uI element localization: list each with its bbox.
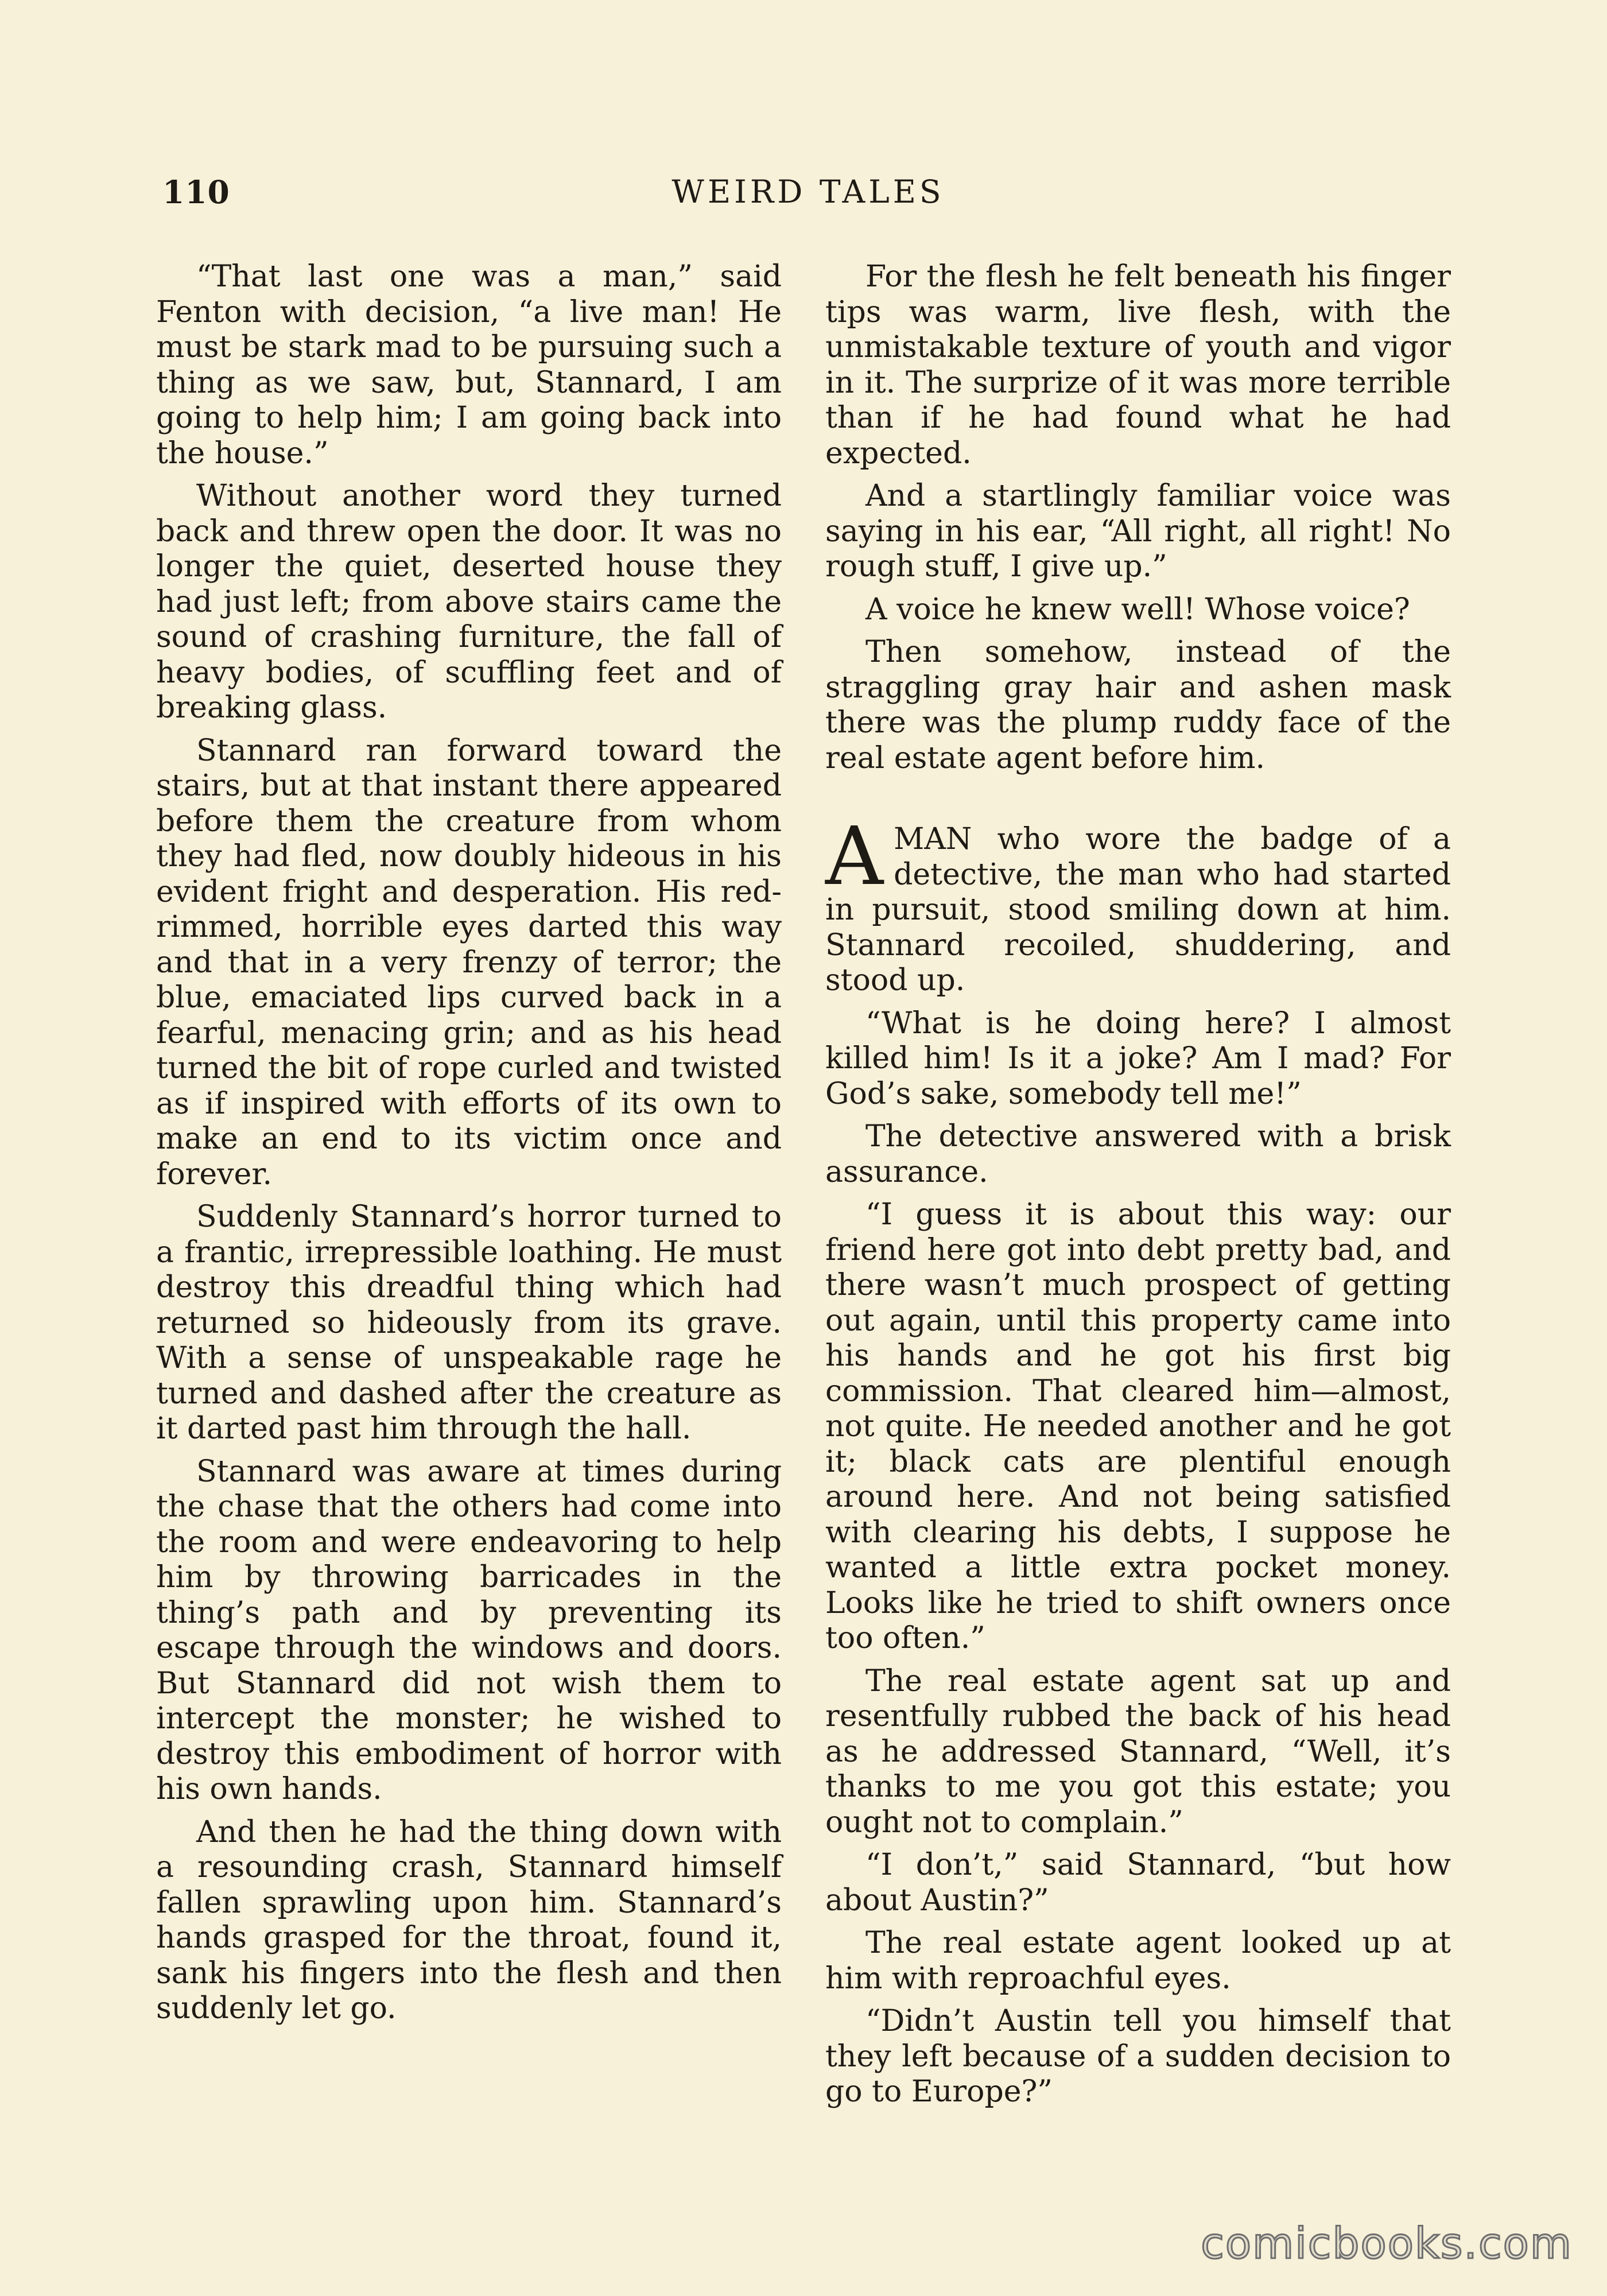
paragraph: And then he had the thing down with a resounding crash, Stannard himself fallen sprawling upon him. Stannard’s hands grasped for the throat, found it, sank his fingers into the flesh and then suddenly let go. [156, 1814, 782, 2026]
site-watermark: comicbooks.com [1201, 2219, 1573, 2268]
paragraph: And a startlingly familiar voice was saying in his ear, “All right, all right! No rough stuff, I give up.” [825, 479, 1451, 584]
left-column [156, 259, 782, 2034]
paragraph: “I guess it is about this way: our friend here got into debt pretty bad, and there wasn’t much prospect of getting out again, until this property came into his hands and he got his first big commission. That cleared him—almost, not quite. He needed another and he got it; black cats are plentiful enough around here. And not being satisfied with clearing his debts, I suppose he wanted a little extra pocket money. Looks like he tried to shift owners once too often.” [825, 1197, 1451, 1655]
paragraph: Suddenly Stannard’s horror turned to a frantic, irrepressible loathing. He must destroy this dreadful thing which had returned so hideously from its grave. With a sense of unspeakable rage he turned and dashed after the creature as it darted past him through the hall. [156, 1200, 782, 1446]
section-opening-paragraph [825, 810, 1451, 999]
drop-cap: A [825, 810, 884, 903]
section-opening-text: MAN who wore the badge of a detective, the man who had started in pursuit, stood smiling down at him. Stannard recoiled, shuddering, and stood up. [825, 822, 1451, 998]
paragraph: The real estate agent looked up at him with reproachful eyes. [825, 1926, 1451, 1996]
paragraph: For the flesh he felt beneath his finger tips was warm, live flesh, with the unmistakable texture of youth and vigor in it. The surprize of it was more terrible than if he had found what he had expected. [825, 259, 1451, 471]
paragraph: “What is he doing here? I almost killed him! Is it a joke? Am I mad? For God’s sake, somebody tell me!” [825, 1006, 1451, 1111]
paragraph: Without another word they turned back and threw open the door. It was no longer the quiet, deserted house they had just left; from above stairs came the sound of crashing furniture, the fall of heavy bodies, of scuffling feet and of breaking glass. [156, 479, 782, 725]
paragraph: The detective answered with a brisk assurance. [825, 1119, 1451, 1189]
paragraph: “Didn’t Austin tell you himself that they left because of a sudden decision to go to Europe?” [825, 2004, 1451, 2109]
paragraph: A voice he knew well! Whose voice? [865, 592, 1410, 627]
paragraph: “I don’t,” said Stannard, “but how about Austin?” [825, 1848, 1451, 1918]
running-title: WEIRD TALES [671, 173, 945, 210]
right-column [825, 259, 1451, 2117]
paragraph: “That last one was a man,” said Fenton with decision, “a live man! He must be stark mad to be pursuing such a thing as we saw, but, Stannard, I am going to help him; I am going back into the house.” [156, 259, 782, 471]
page-number: 110 [162, 173, 230, 211]
paragraph: Stannard ran forward toward the stairs, but at that instant there appeared before them the creature from whom they had fled, now doubly hideous in his evident fright and desperation. His red-rimmed, horrible eyes darted this way and that in a very frenzy of terror; the blue, emaciated lips curved back in a fearful, menacing grin; and as his head turned the bit of rope curled and twisted as if inspired with efforts of its own to make an end to its victim once and forever. [156, 733, 782, 1192]
paragraph: Then somehow, instead of the straggling gray hair and ashen mask there was the plump ruddy face of the real estate agent before him. [825, 635, 1451, 775]
paragraph: Stannard was aware at times during the chase that the others had come into the room and were endeavoring to help him by throwing barricades in the thing’s path and by preventing its escape through the windows and doors. But Stannard did not wish them to intercept the monster; he wished to destroy this embodiment of horror with his own hands. [156, 1454, 782, 1806]
page-header [162, 173, 1454, 225]
paragraph: The real estate agent sat up and resentfully rubbed the back of his head as he addressed Stannard, “Well, it’s thanks to me you got this estate; you ought not to complain.” [825, 1663, 1451, 1840]
